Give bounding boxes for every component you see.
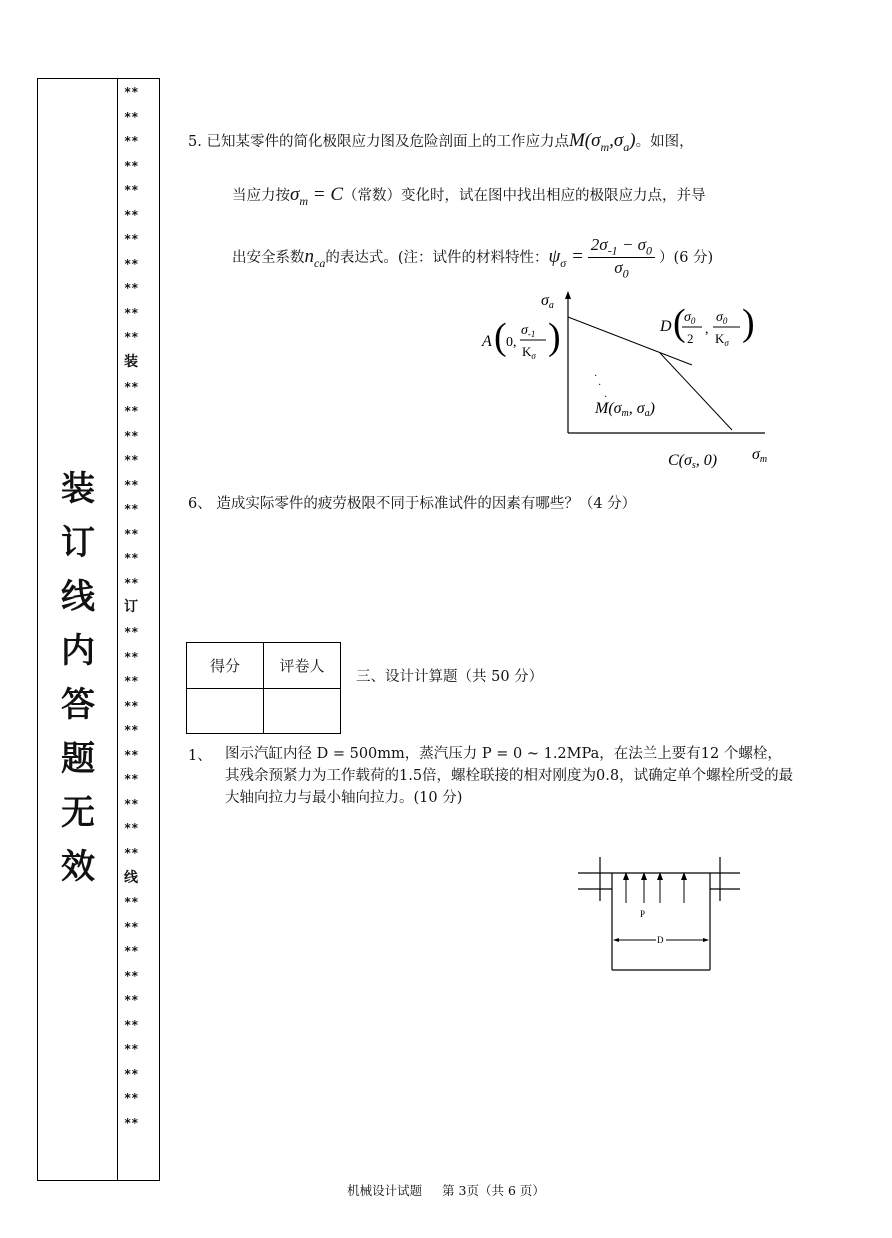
binding-star-mark: ** (124, 256, 139, 271)
binding-star-mark: ** (124, 158, 139, 173)
binding-star-mark: ** (124, 796, 139, 811)
svg-text:(: ( (494, 316, 507, 358)
binding-char: 订 (61, 523, 95, 563)
svg-text:,: , (705, 322, 709, 337)
binding-star-mark: ** (124, 1042, 139, 1057)
binding-star-mark: ** (124, 1091, 139, 1106)
binding-star-mark: 订 (124, 599, 138, 616)
binding-star-mark: 装 (124, 354, 138, 371)
binding-star-mark: ** (124, 1066, 139, 1081)
binding-star-mark: ** (124, 698, 139, 713)
svg-text:σ0: $\sigma_0$ (716, 310, 728, 326)
binding-star-mark: ** (124, 183, 139, 198)
binding-star-mark: ** (124, 526, 139, 541)
svg-text:(: ( (673, 302, 686, 344)
binding-star-mark: ** (124, 232, 139, 247)
binding-star-mark: ** (124, 1115, 139, 1130)
binding-star-mark: ** (124, 85, 139, 99)
binding-star-mark: ** (124, 723, 139, 738)
pressure-label: P (640, 909, 646, 919)
score-table (186, 642, 341, 734)
binding-star-mark: ** (124, 281, 139, 296)
binding-char: 线 (61, 577, 95, 617)
binding-char: 内 (61, 631, 95, 671)
binding-char: 装 (61, 469, 95, 509)
binding-star-mark: ** (124, 428, 139, 443)
y-axis-label: σa (541, 292, 554, 311)
binding-star-mark: ** (124, 919, 139, 934)
binding-star-mark: ** (124, 1017, 139, 1032)
binding-char: 效 (61, 847, 95, 887)
binding-star-mark: ** (124, 551, 139, 566)
q5-line-2: 当应力按$\sigma_m = C$（常数）变化时，试在图中找出相应的极限应力点，并导 (232, 184, 706, 208)
svg-text:): ) (548, 316, 561, 358)
binding-char: 题 (61, 739, 95, 779)
cylinder-diagram (578, 855, 748, 975)
svg-text:σ0: $\sigma_0$ (684, 310, 696, 326)
binding-char: 答 (61, 685, 95, 725)
binding-star-mark: ** (124, 404, 139, 419)
svg-text:σ-1: $\sigma_{-1}$ (521, 323, 536, 339)
binding-star-mark: ** (124, 649, 139, 664)
grader-header: 评卷人 (264, 643, 341, 689)
svg-text:Kσ: $K_\sigma$ (715, 331, 729, 348)
binding-notice (56, 462, 100, 894)
q6-text: 6、 造成实际零件的疲劳极限不同于标准试件的因素有哪些？（4 分） (188, 496, 637, 512)
binding-star-mark: ** (124, 477, 139, 492)
q5-line-3: 出安全系数$n_{ca}$的表达式。(注：试件的材料特性：$\psi_\sigma$ = $\frac{2\sigma_{-1} - \sigma_0}{\sigma_0}$ ）(6 分) (232, 235, 714, 281)
score-header: 得分 (187, 643, 264, 689)
binding-star-mark: ** (124, 379, 139, 394)
svg-text:·: · (604, 392, 608, 403)
score-cell (187, 689, 264, 734)
svg-text:A: A (482, 333, 492, 350)
binding-star-mark: ** (124, 821, 139, 836)
binding-star-mark: ** (124, 772, 139, 787)
binding-star-mark: ** (124, 944, 139, 959)
binding-star-mark: ** (124, 575, 139, 590)
footer-page: 第 3页（共 6 页） (442, 1183, 545, 1198)
q1-number: 1、 (188, 748, 212, 764)
point-d-label (659, 302, 755, 348)
binding-star-mark: ** (124, 968, 139, 983)
section-3-title: 三、设计计算题（共 50 分） (356, 669, 544, 685)
binding-star-mark: ** (124, 674, 139, 689)
binding-star-mark: ** (124, 207, 139, 222)
binding-star-mark: ** (124, 109, 139, 124)
binding-star-mark: ** (124, 453, 139, 468)
binding-star-mark: ** (124, 502, 139, 517)
binding-star-mark: ** (124, 993, 139, 1008)
svg-text:Kσ: $K_\sigma$ (522, 344, 536, 361)
point-a-label (481, 316, 561, 361)
q1-text: 图示汽缸内径 D = 500mm，蒸汽压力 P = 0 ~ 1.2MPa，在法兰上要有12 个螺栓，其残余预紧力为工作载荷的1.5倍，螺栓联接的相对刚度为0.8，试确定单个螺栓所受的最大轴向拉力与最小轴向拉力。(10 分) (225, 746, 794, 806)
binding-star-mark: ** (124, 895, 139, 910)
binding-star-mark: ** (124, 845, 139, 860)
svg-text:2: 2 (687, 331, 694, 346)
point-c-label: C(σs, 0) (668, 452, 718, 471)
page-footer (0, 1181, 892, 1199)
grader-cell (264, 689, 341, 734)
q5-line-1: 5. 已知某零件的简化极限应力图及危险剖面上的工作应力点$M(\sigma_m,\sigma_a)$。如图， (188, 130, 694, 154)
limit-stress-diagram (470, 285, 790, 475)
svg-text:·: · (594, 371, 598, 382)
svg-text:·: · (598, 380, 602, 391)
binding-char: 无 (61, 793, 95, 833)
svg-text:): ) (742, 302, 755, 344)
binding-star-mark: ** (124, 747, 139, 762)
diameter-label: D (657, 935, 664, 945)
binding-star-mark: ** (124, 625, 139, 640)
binding-star-marks (124, 80, 154, 1136)
binding-star-mark: 线 (124, 869, 138, 886)
binding-star-mark: ** (124, 330, 139, 345)
footer-title: 机械设计试题 (347, 1183, 423, 1198)
binding-star-mark: ** (124, 134, 139, 149)
point-m-label: M(σm, σa) (595, 400, 655, 419)
binding-star-mark: ** (124, 305, 139, 320)
svg-text:0,: 0, (506, 335, 517, 350)
x-axis-label: σm (752, 446, 768, 465)
svg-text:D: D (660, 318, 672, 335)
